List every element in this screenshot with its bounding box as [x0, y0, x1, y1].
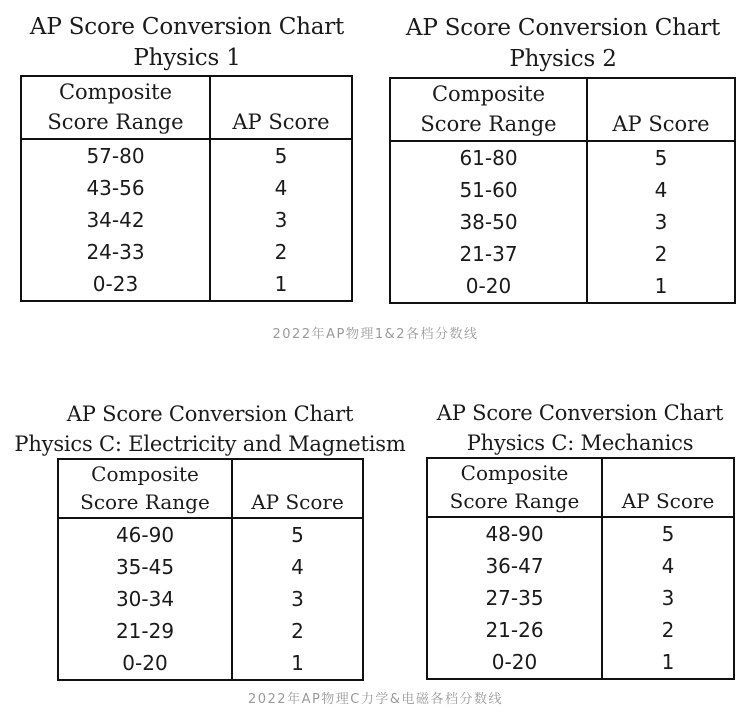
chart-subtitle: Physics 2	[509, 46, 617, 72]
range-cell: 38-50	[390, 206, 587, 238]
table-header-row	[427, 458, 734, 517]
range-column-header: Composite Score Range	[390, 78, 587, 141]
score-cell: 1	[654, 274, 668, 298]
score-cell: 1	[661, 650, 675, 674]
table-row	[58, 551, 363, 583]
score-cell: 3	[661, 586, 675, 610]
table-header-row	[390, 78, 735, 141]
table-row	[427, 517, 734, 550]
range-cell: 30-34	[58, 583, 232, 615]
table-row	[21, 236, 352, 268]
range-cell: 51-60	[390, 174, 587, 206]
score-cell: 4	[291, 555, 304, 579]
table-row	[390, 141, 735, 174]
score-cell: 5	[661, 522, 675, 546]
range-cell: 0-20	[58, 647, 232, 680]
range-cell: 43-56	[21, 172, 210, 204]
range-cell: 34-42	[21, 204, 210, 236]
table-row	[58, 615, 363, 647]
chart-title	[14, 399, 406, 459]
table-header-row	[21, 76, 352, 139]
table-row	[427, 550, 734, 582]
table-row	[427, 614, 734, 646]
score-cell: 1	[274, 272, 288, 296]
score-column-header: AP Score	[210, 76, 352, 139]
range-cell: 24-33	[21, 236, 210, 268]
score-cell: 2	[661, 618, 675, 642]
caption-bottom: 2022年AP物理C力学&电磁各档分数线	[247, 692, 504, 707]
table-row	[21, 139, 352, 172]
range-cell: 21-37	[390, 238, 587, 270]
score-column-header: AP Score	[232, 459, 363, 518]
score-cell: 2	[291, 619, 304, 643]
table-row	[21, 172, 352, 204]
caption-top: 2022年AP物理1&2各档分数线	[272, 327, 479, 342]
table-row	[21, 204, 352, 236]
chart-subtitle: Physics C: Mechanics	[466, 431, 694, 455]
score-cell: 2	[654, 242, 668, 266]
range-column-header: Composite Score Range	[21, 76, 210, 139]
table-row	[58, 583, 363, 615]
range-cell: 61-80	[390, 141, 587, 174]
range-cell: 48-90	[427, 517, 602, 550]
range-cell: 21-26	[427, 614, 602, 646]
table-row	[58, 518, 363, 551]
score-column-header: AP Score	[602, 458, 734, 517]
range-cell: 36-47	[427, 550, 602, 582]
score-cell: 3	[274, 208, 288, 232]
score-cell: 5	[274, 144, 288, 168]
score-table	[57, 458, 364, 681]
table-row	[390, 174, 735, 206]
table-row	[390, 238, 735, 270]
score-column-header: AP Score	[587, 78, 735, 141]
score-table	[426, 457, 735, 680]
range-cell: 0-23	[21, 268, 210, 301]
range-column-header: Composite Score Range	[427, 458, 602, 517]
chart-title-line1: AP Score Conversion Chart	[66, 402, 354, 426]
chart-title-line1: AP Score Conversion Chart	[405, 15, 721, 41]
score-cell: 1	[291, 651, 304, 675]
chart-title-line1: AP Score Conversion Chart	[436, 401, 724, 425]
table-row	[427, 646, 734, 679]
table-header-row	[58, 459, 363, 518]
score-table	[389, 77, 736, 304]
table-row	[390, 270, 735, 303]
score-cell: 5	[654, 146, 668, 170]
table-row	[427, 582, 734, 614]
score-cell: 5	[291, 523, 304, 547]
table-row	[58, 647, 363, 680]
range-cell: 0-20	[390, 270, 587, 303]
score-cell: 4	[274, 176, 288, 200]
chart-subtitle: Physics 1	[133, 45, 241, 71]
range-cell: 46-90	[58, 518, 232, 551]
chart-title	[388, 13, 738, 75]
score-table	[20, 75, 353, 302]
score-cell: 3	[654, 210, 668, 234]
score-cell: 2	[274, 240, 288, 264]
range-cell: 21-29	[58, 615, 232, 647]
chart-title	[430, 398, 730, 458]
chart-subtitle: Physics C: Electricity and Magnetism	[14, 432, 406, 456]
score-cell: 4	[654, 178, 668, 202]
range-column-header: Composite Score Range	[58, 459, 232, 518]
range-cell: 35-45	[58, 551, 232, 583]
range-cell: 0-20	[427, 646, 602, 679]
range-cell: 27-35	[427, 582, 602, 614]
chart-title-line1: AP Score Conversion Chart	[29, 14, 345, 40]
table-row	[21, 268, 352, 301]
score-cell: 3	[291, 587, 304, 611]
range-cell: 57-80	[21, 139, 210, 172]
table-row	[390, 206, 735, 238]
chart-title	[12, 12, 362, 74]
score-cell: 4	[661, 554, 675, 578]
